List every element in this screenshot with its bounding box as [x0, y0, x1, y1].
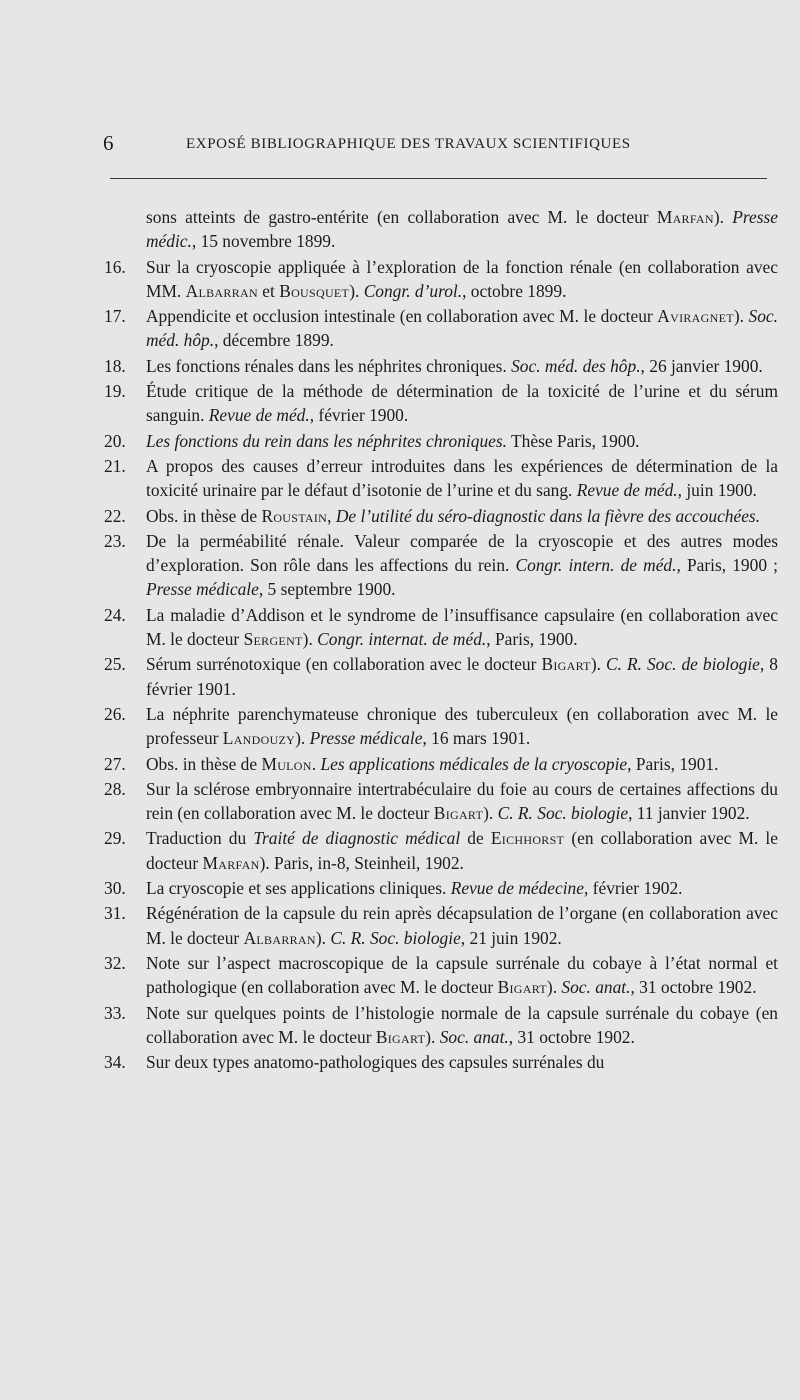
- bibliography-entry: [0, 1050, 800, 1074]
- entry-author-smallcaps: Marfan: [202, 852, 260, 873]
- bibliography-list: [0, 205, 800, 1074]
- entry-text: La néphrite parenchymateuse chronique des tuberculeux (en collaboration avec M. le professeur: [146, 703, 778, 749]
- entry-number: 16.: [104, 256, 126, 277]
- entry-number: 31.: [104, 903, 126, 924]
- entry-citation-italic: C. R. Soc. biologie: [330, 927, 461, 948]
- entry-text: ).: [483, 803, 498, 824]
- entry-text: Traduction du: [146, 828, 254, 849]
- entry-text: ).: [590, 654, 606, 675]
- entry-text: Obs. in thèse de: [146, 505, 262, 526]
- entry-author-smallcaps: Eichhorst: [490, 828, 565, 849]
- entry-text: et: [257, 280, 280, 301]
- entry-number: 23.: [104, 530, 126, 551]
- entry-text: Sur la cryoscopie appliquée à l’exploration de la fonction rénale (en collaboration avec MM.: [146, 256, 778, 301]
- entry-number: 22.: [104, 505, 126, 526]
- entry-text: ).: [302, 629, 318, 650]
- entry-citation-italic: Soc. méd. hôp.: [146, 306, 778, 351]
- entry-citation-italic: Soc. anat.: [439, 1026, 509, 1047]
- entry-citation-italic: Soc. anat.: [561, 977, 631, 998]
- entry-text: , juin 1900.: [677, 480, 757, 501]
- entry-author-smallcaps: Roustain: [261, 505, 328, 526]
- entry-author-smallcaps: Bousquet: [279, 280, 350, 301]
- entry-text: , Paris, 1900 ;: [676, 555, 778, 576]
- entry-text: Les fonctions rénales dans les néphrites chroniques.: [146, 355, 512, 376]
- entry-author-smallcaps: Landouzy: [222, 728, 296, 749]
- bibliography-entry: [0, 379, 800, 428]
- entry-text: Appendicite et occlusion intestinale (en collaboration avec M. le docteur: [146, 306, 658, 327]
- bibliography-entry: [0, 951, 800, 1000]
- entry-number: 25.: [104, 654, 126, 675]
- entry-text: ).: [295, 728, 310, 749]
- entry-number: 30.: [104, 878, 126, 899]
- entry-text: Note sur l’aspect macroscopique de la capsule surrénale du cobaye à l’état normal et pathologique (en collaboration avec M. le docteur: [146, 952, 778, 998]
- entry-text: , décembre 1899.: [214, 330, 334, 351]
- bibliography-entry: [0, 255, 800, 304]
- entry-text: ).: [546, 977, 562, 998]
- entry-citation-italic: Traité de diagnostic médical: [253, 828, 461, 849]
- entry-author-smallcaps: Bigart: [433, 803, 484, 824]
- entry-citation-italic: Les fonctions du rein dans les néphrites chroniques.: [146, 430, 507, 451]
- entry-text: (en collaboration avec M. le docteur: [146, 828, 778, 873]
- entry-number: 32.: [104, 952, 126, 973]
- entry-text: , 15 novembre 1899.: [191, 231, 336, 252]
- entry-citation-italic: Les applications médicales de la cryoscopie: [320, 753, 628, 774]
- entry-text: Sur la sclérose embryonnaire intertrabéculaire du foie au cours de certaines affections du rein (en collaboration avec M. le docteur: [146, 778, 778, 824]
- entry-text: Sur deux types anatomo-pathologiques des capsules surrénales du: [146, 1052, 605, 1073]
- entry-citation-italic: Revue de médecine: [450, 878, 584, 899]
- entry-text: ,: [327, 505, 336, 526]
- entry-citation-italic: Soc. méd. des hôp.: [511, 355, 641, 376]
- entry-number: 19.: [104, 381, 126, 402]
- entry-text: , février 1900.: [309, 405, 409, 426]
- bibliography-entry: [0, 826, 800, 875]
- bibliography-entry: [0, 901, 800, 950]
- entry-author-smallcaps: Sergent: [243, 629, 303, 650]
- entry-text: ).: [315, 927, 331, 948]
- entry-citation-italic: Revue de méd.: [208, 405, 310, 426]
- bibliography-entry: [0, 603, 800, 652]
- entry-citation-italic: C. R. Soc. de biologie: [605, 654, 760, 675]
- entry-number: 17.: [104, 306, 126, 327]
- bibliography-entry: [0, 454, 800, 503]
- entry-text: de: [460, 828, 491, 849]
- entry-text: Étude critique de la méthode de détermination de la toxicité de l’urine et du sérum sanguin.: [146, 381, 778, 426]
- entry-author-smallcaps: Marfan: [656, 207, 714, 227]
- entry-number: 20.: [104, 430, 126, 451]
- entry-citation-italic: Congr. d’urol.: [363, 280, 463, 301]
- page-number: 6: [103, 131, 114, 155]
- entry-citation-italic: Congr. internat. de méd.: [317, 629, 487, 650]
- entry-text: ). Paris, in-8, Steinheil, 1902.: [259, 852, 464, 873]
- entry-text: ).: [425, 1026, 440, 1047]
- entry-text: , 5 septembre 1900.: [258, 579, 396, 600]
- entry-text: Thèse Paris, 1900.: [507, 430, 640, 451]
- bibliography-entry: [0, 876, 800, 900]
- bibliography-entry: [0, 429, 800, 453]
- entry-text: Sérum surrénotoxique (en collaboration avec le docteur: [146, 654, 542, 675]
- entry-number: 27.: [104, 753, 126, 774]
- entry-text: sons atteints de gastro-entérite (en collaboration avec M. le docteur: [146, 207, 657, 227]
- bibliography-entry: [0, 777, 800, 826]
- bibliography-entry: [0, 354, 800, 378]
- entry-text: Régénération de la capsule du rein après décapsulation de l’organe (en collaboration avec M. le docteur: [146, 903, 778, 948]
- entry-text: , 26 janvier 1900.: [640, 355, 763, 376]
- entry-text: Obs. in thèse de: [146, 753, 262, 774]
- entry-number: 29.: [104, 828, 126, 849]
- bibliography-entry: [0, 652, 800, 701]
- entry-citation-italic: Revue de méd.: [576, 480, 678, 501]
- bibliography-entry: [0, 304, 800, 353]
- entry-text: ).: [349, 280, 364, 301]
- entry-number: 26.: [104, 703, 126, 724]
- entry-text: De la perméabilité rénale. Valeur comparée de la cryoscopie et des autres modes d’exploration. Son rôle dans les affections du rein.: [146, 530, 778, 576]
- entry-text: , octobre 1899.: [462, 280, 567, 301]
- entry-text: ).: [713, 207, 733, 227]
- entry-author-smallcaps: Mulon: [261, 753, 312, 774]
- entry-citation-italic: C. R. Soc. biologie: [497, 803, 629, 824]
- entry-author-smallcaps: Albarran: [243, 927, 316, 948]
- entry-text: La cryoscopie et ses applications cliniques.: [146, 878, 451, 899]
- header-rule: [110, 178, 767, 179]
- entry-number: 33.: [104, 1002, 126, 1023]
- bibliography-entry: [0, 504, 800, 528]
- entry-citation-italic: De l’utilité du séro-diagnostic dans la fièvre des accouchées.: [335, 505, 761, 526]
- bibliography-entry: [0, 529, 800, 602]
- entry-author-smallcaps: Albarran: [185, 280, 258, 301]
- running-header: EXPOSÉ BIBLIOGRAPHIQUE DES TRAVAUX SCIENTIFIQUES: [186, 136, 631, 152]
- entry-number: 21.: [104, 455, 126, 476]
- entry-text: , 8 février 1901.: [146, 654, 778, 699]
- entry-text: A propos des causes d’erreur introduites dans les expériences de détermination de la toxicité urinaire par le défaut d’isotonie de l’urine et du sang.: [146, 455, 778, 501]
- bibliography-entry: [0, 752, 800, 776]
- entry-text: Note sur quelques points de l’histologie normale de la capsule surrénale du cobaye (en collaboration avec M. le docteur: [146, 1002, 778, 1047]
- bibliography-entry: [0, 702, 800, 751]
- entry-citation-italic: Presse médicale: [146, 579, 259, 600]
- entry-text: ).: [733, 306, 749, 327]
- entry-number: 34.: [104, 1052, 126, 1073]
- entry-text: .: [311, 753, 321, 774]
- entry-author-smallcaps: Bigart: [497, 977, 547, 998]
- entry-author-smallcaps: Aviragnet: [657, 306, 734, 327]
- entry-author-smallcaps: Bigart: [375, 1026, 426, 1047]
- bibliography-entry: [0, 205, 800, 254]
- entry-number: 18.: [104, 355, 126, 376]
- entry-number: 28.: [104, 778, 126, 799]
- bibliography-entry: [0, 1001, 800, 1050]
- entry-citation-italic: Congr. intern. de méd.: [515, 555, 677, 576]
- entry-text: , Paris, 1901.: [627, 753, 719, 774]
- entry-text: , 31 octobre 1902.: [630, 977, 757, 998]
- entry-text: , 16 mars 1901.: [422, 728, 531, 749]
- entry-citation-italic: Presse médicale: [309, 728, 423, 749]
- entry-text: , Paris, 1900.: [486, 629, 578, 650]
- entry-citation-italic: Presse médic.: [146, 207, 778, 252]
- entry-text: , 31 octobre 1902.: [508, 1026, 635, 1047]
- entry-text: , 21 juin 1902.: [460, 927, 562, 948]
- entry-text: La maladie d’Addison et le syndrome de l’insuffisance capsulaire (en collaboration avec M. le docteur: [146, 604, 778, 650]
- entry-text: , février 1902.: [583, 878, 683, 899]
- entry-text: , 11 janvier 1902.: [628, 803, 750, 824]
- entry-author-smallcaps: Bigart: [541, 654, 591, 675]
- entry-number: 24.: [104, 604, 126, 625]
